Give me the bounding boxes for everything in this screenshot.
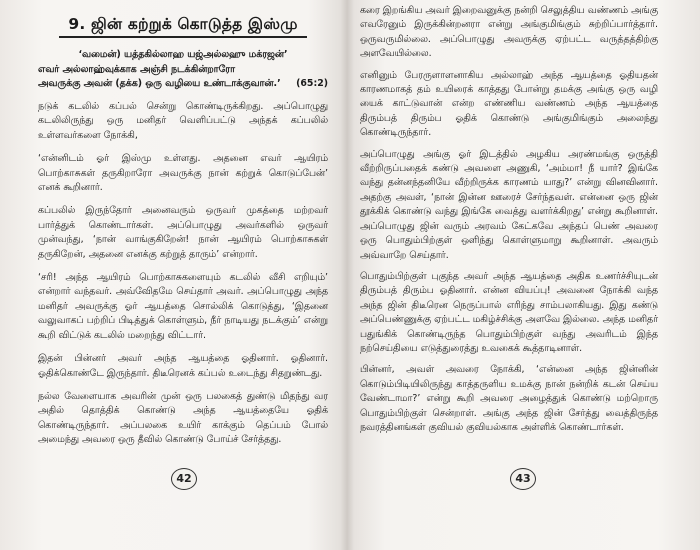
left-paragraph-4: ‘சரி! அந்த ஆயிரம் பொற்காசுகளையும் கடலில் வீசி எறியும்’ என்றார் வந்தவர். அவ்வேிதமே செய்தார் அவர். அப்பொழுது அந்த மனிதர் அவருக்கு ஓர் ஆயத்தை சொல்லிக் கொடுத்து, ‘இதனை வலுவாகப் பற்றிப் பிடித்துக் கொள்ளும், நீர் நாடியது நடக்கும்’ என்று கூறி விட்டுக் கடலில் மறைந்து விட்டார். xyxy=(38,272,328,341)
right-paragraph-3: அப்பொழுது அங்கு ஓர் இடத்தில் அழகிய அரண்மங்கு ஒருத்தி வீற்றிருப்பதைக் கண்டு அவளை அணுகி, ‘அம்மா! நீ யார்? இங்கே வந்து தன்னந்தனியே வீற்றிருக்க காரணம் யாது?’ என்று வினவினார். அதற்கு அவள், ‘நான் இன்ன ஊரைச் சேர்ந்தவள். என்னை ஒரு ஜின் தூக்கிக் கொண்டு வந்து இங்கே வைத்து வளர்க்கிறது’ என்று கூறினாள். அப்பொழுது ஜின் வரும் அரவம் கேட்கவே அந்தப் பெண் அவரை ஒரு பொதும்பிற்குள் ஒளிந்து கொள்ளுமாறு கூறினாள். அவரும் அவ்வாறே செய்தார். xyxy=(360,148,658,261)
left-paragraph-5: இதன் பின்னர் அவர் அந்த ஆயத்தை ஓதினார். ஓதினார். ஓதிக்கொண்டே இருந்தார். திடீரெனக் கப்பல் உடைந்து சிதறுண்டது. xyxy=(38,353,328,379)
verse-arabic-transliteration: ‘வமைன்) யத்தகில்லாஹ யஜ்அல்லஹு மக்ரஜன்’ xyxy=(78,49,288,60)
page-number-right: 43 xyxy=(510,468,536,490)
chapter-title xyxy=(38,14,328,38)
right-paragraph-1: கரை இறங்கிய அவர் இறைவனுக்கு நன்றி செலுத்திய வண்ணம் அங்கு எவரேனும் இருக்கின்றனரா என்று அங்குமிங்கும் சுற்றிப்பார்த்தார். ஒருவருமில்லை. அப்பொழுது அவருக்கு ஏற்பட்ட வருத்தத்திற்கு அளவேயில்லை. xyxy=(360,5,658,60)
right-page xyxy=(360,0,658,550)
right-paragraph-5: பின்னர், அவள் அவரை நோக்கி, ‘என்னை அந்த ஜின்னின் கொடும்பிடியிலிருந்து காத்தருளிய உமக்கு நான் நன்றிக் கடன் செய்ய வேண்டாமா?’ என்று கூறி அவரை அழைத்துக் கொண்டு மற்றொரு பொதும்பிற்குள் சென்றாள். அங்கு அந்த ஜின் சேர்த்து வைத்திருந்த நவரத்தினங்கள் குவியல் குவியல்காக அள்ளிக் கொண்டார்கள். xyxy=(360,364,658,433)
left-paragraph-3: கப்பலில் இருந்தோர் அனைவரும் ஒருவர் முகத்தை மற்றவர் பார்த்துக் கொண்டார்கள். அப்பொழுது அவர்களில் ஒருவர் முன்வந்து, ‘நான் வாங்குகிறேன்! நான் ஆயிரம் பொற்காசுகள் தருகிறேன், அதனை எனக்கு கற்றுத் தாரும்’ என்றார். xyxy=(38,205,328,260)
left-paragraph-2: ‘என்னிடம் ஓர் இஸ்மு உள்ளது. அதனை எவர் ஆயிரம் பொற்காசுகள் தருகிறாரோ அவருக்கு நான் கற்றுக் கொடுப்பேன்’ எனக் கூறினார். xyxy=(38,153,328,194)
chapter-title-text: 9. ஜின் கற்றுக் கொடுத்த இஸ்மு xyxy=(68,15,298,33)
left-paragraph-6: நல்ல வேளையாக அவரின் முன் ஒரு பலகைத் துண்டு மிதந்து வர அதில் தொத்திக் கொண்டு அந்த ஆயத்தையே ஓதிக் கொண்டிருந்தார். அப்பலகை உயிர் காக்கும் தெப்பம் போல் அமைந்து அவரை ஒரு தீவில் கொண்டு போய்ச் சேர்த்தது. xyxy=(38,390,328,446)
right-paragraph-4: பொதும்பிற்குள் புகுந்த அவர் அந்த ஆயத்தை அதிக உணர்ச்சியுடன் திரும்பத் திரும்ப ஓதினார். என்ன வியப்பு! அவனை நோக்கி வந்த அந்த ஜின் திடீரென நெருப்பால் எரிந்து சாம்பலாகியது. இது கண்டு அப்பெண்ணுக்கு ஏற்பட்ட மகிழ்ச்சிக்கு அளவே இல்லை. அந்த மனிதர் பதுங்கிக் கொண்டிருந்த பொதும்பிற்குள் வந்து அவரிடம் இந்த நற்செய்தியை எடுத்துரைத்து உவகைக் கூத்தாடினாள். xyxy=(360,270,658,354)
left-paragraph-1: நடுக் கடலில் கப்பல் சென்று கொண்டிருக்கிறது. அப்பொழுது கடலிலிருந்து ஒரு மனிதர் வெளிப்பட்டு அந்தக் கப்பலில் உள்ளவர்களை நோக்கி, xyxy=(38,101,328,141)
left-page xyxy=(38,0,328,550)
title-underline xyxy=(59,36,307,38)
verse-translation: எவர் அல்லாஹ்வுக்காக அஞ்சி நடக்கின்றாரோ அவருக்கு அவன் (தக்க) ஒரு வழியை உண்டாக்குவான்.’ xyxy=(38,64,281,89)
right-paragraph-2: எனினும் பேரருளாளனாகிய அல்லாஹ் அந்த ஆயத்தை ஓதியதன் காரணமாகத் தம் உயிரைக் காத்தது போன்று தமக்கு அங்கு ஒரு வழி யைக் காட்டுவான் என்ற எண்ணிய வண்ணம் அந்த ஆயத்தை திரும்பத் திரும்ப ஓதிக் கொண்டு அங்குமிங்கும் அலைந்து கொண்டிருந்தார். xyxy=(360,69,658,139)
verse-reference: (65:2) xyxy=(296,78,328,89)
page-number-left: 42 xyxy=(171,468,197,490)
